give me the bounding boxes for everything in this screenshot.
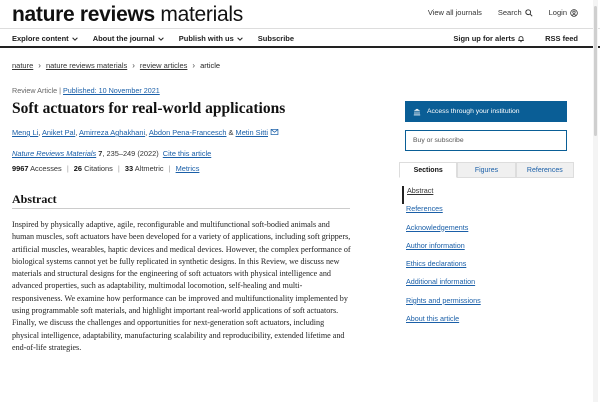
about-journal-menu[interactable] <box>93 34 165 43</box>
about-journal-label: About the journal <box>92 34 155 43</box>
volume-number: 7 <box>98 149 103 158</box>
author-separator: , <box>38 128 42 137</box>
chevron-down-icon <box>157 35 165 43</box>
login-button[interactable] <box>549 8 578 17</box>
top-bar <box>0 0 600 28</box>
citations-label: Citations <box>84 164 113 173</box>
search-button[interactable] <box>498 8 533 17</box>
author-link[interactable]: Abdon Pena-Francesch <box>148 128 227 137</box>
toc-item-rights-permissions[interactable]: Rights and permissions <box>406 295 481 305</box>
toc-item-about-article[interactable]: About this article <box>406 314 460 324</box>
toc-item-additional-information[interactable]: Additional information <box>406 277 476 287</box>
logo-bold-text: nature reviews <box>12 3 155 26</box>
scrollbar-thumb[interactable] <box>594 6 597 136</box>
login-label: Login <box>548 8 567 17</box>
chevron-down-icon <box>71 35 79 43</box>
published-date-link[interactable]: Published: 10 November 2021 <box>63 86 160 95</box>
explore-content-label: Explore content <box>12 34 69 43</box>
explore-content-menu[interactable] <box>12 34 79 43</box>
access-institution-label: Access through your institution <box>427 108 520 115</box>
user-icon <box>570 9 578 17</box>
toc-item-acknowledgements[interactable]: Acknowledgements <box>406 222 469 232</box>
view-all-journals-link[interactable]: View all journals <box>427 8 482 17</box>
journal-logo[interactable] <box>12 3 243 27</box>
metrics-divider: | <box>66 164 69 173</box>
search-label: Search <box>497 8 522 17</box>
accesses-label: Accesses <box>30 164 62 173</box>
article-type: Review Article <box>12 86 58 95</box>
publish-with-us-menu[interactable] <box>179 34 244 43</box>
toc-item-abstract[interactable]: Abstract <box>402 186 572 204</box>
rss-feed-link[interactable]: RSS feed <box>545 34 578 43</box>
chevron-right-icon: › <box>132 61 135 70</box>
author-separator: , <box>145 128 149 137</box>
toc-item-references[interactable]: References <box>406 204 443 214</box>
search-icon <box>525 9 533 17</box>
author-link[interactable]: Aniket Pal <box>42 128 76 137</box>
section-divider <box>12 208 350 209</box>
altmetric-count: 33 <box>124 164 134 173</box>
metrics-divider: | <box>168 164 171 173</box>
sign-up-alerts-label: Sign up for alerts <box>453 34 516 43</box>
email-icon[interactable] <box>270 128 279 136</box>
meta-separator: | <box>57 86 64 95</box>
breadcrumb-review-articles[interactable]: review articles <box>139 61 188 70</box>
tab-figures[interactable]: Figures <box>457 162 515 178</box>
bell-icon <box>517 35 525 43</box>
cite-article-link[interactable]: Cite this article <box>162 149 212 158</box>
sign-up-alerts-link[interactable] <box>453 34 525 43</box>
metrics-divider: | <box>117 164 120 173</box>
tab-sections[interactable]: Sections <box>399 162 457 178</box>
author-list <box>12 128 279 137</box>
author-link[interactable]: Amirreza Aghakhani <box>78 128 146 137</box>
breadcrumb-nature[interactable]: nature <box>12 61 34 70</box>
article-meta <box>12 86 160 95</box>
altmetric-label: Altmetric <box>134 164 164 173</box>
toc-item-ethics-declarations[interactable]: Ethics declarations <box>406 259 467 269</box>
access-institution-button[interactable] <box>405 101 567 122</box>
abstract-heading: Abstract <box>12 192 57 206</box>
institution-icon <box>413 108 421 116</box>
main-nav <box>0 28 600 48</box>
author-separator: , <box>75 128 79 137</box>
chevron-right-icon: › <box>192 61 196 70</box>
article-title: Soft actuators for real-world applications <box>12 100 286 117</box>
chevron-right-icon: › <box>38 61 41 70</box>
metrics-bar <box>12 164 199 173</box>
buy-subscribe-button[interactable]: Buy or subscribe <box>405 130 567 151</box>
toc-item-author-information[interactable]: Author information <box>406 240 465 250</box>
pages-year: , 235–249 (2022) <box>102 149 159 158</box>
citation-line <box>12 149 211 158</box>
author-link[interactable]: Meng Li <box>12 128 39 137</box>
section-list <box>402 186 572 332</box>
logo-light-text: materials <box>154 3 243 26</box>
publish-with-us-label: Publish with us <box>178 34 234 43</box>
chevron-down-icon <box>236 35 244 43</box>
tab-references[interactable]: References <box>516 162 574 178</box>
citations-count: 26 <box>73 164 83 173</box>
breadcrumb <box>12 61 220 70</box>
accesses-count: 9967 <box>12 164 29 173</box>
author-and: & <box>226 128 236 137</box>
breadcrumb-current: article <box>200 61 221 70</box>
sidebar-tabs <box>399 162 574 178</box>
metrics-link[interactable]: Metrics <box>175 164 200 173</box>
breadcrumb-journal[interactable]: nature reviews materials <box>45 61 128 70</box>
abstract-text: Inspired by physically adaptive, agile, reconfigurable and multifunctional soft-bodied animals and human muscles, soft actuators have been developed for a variety of applications, including soft grippers, artificial muscles, wearables, haptic devices and medical devices. However, the complex performance of biological systems cannot yet be fully replicated in synthetic designs. In this Review, we discuss new materials and structural designs for the engineering of soft actuators with physical intelligence and advanced properties, such as adaptability, multimodal locomotion, self-healing and multi-responsiveness. We examine how performance can be improved and multifunctionality implemented by using programmable soft materials, and highlight important real-world applications of soft actuators. Finally, we discuss the challenges and opportunities for next-generation soft actuators, including physical intelligence, adaptability, manufacturing scalability and reproducibility, extended lifetime and end-of-life strategies. <box>12 220 351 352</box>
author-link[interactable]: Metin Sitti <box>235 128 268 137</box>
subscribe-link[interactable]: Subscribe <box>257 34 295 43</box>
journal-name-link[interactable]: Nature Reviews Materials <box>12 149 97 158</box>
